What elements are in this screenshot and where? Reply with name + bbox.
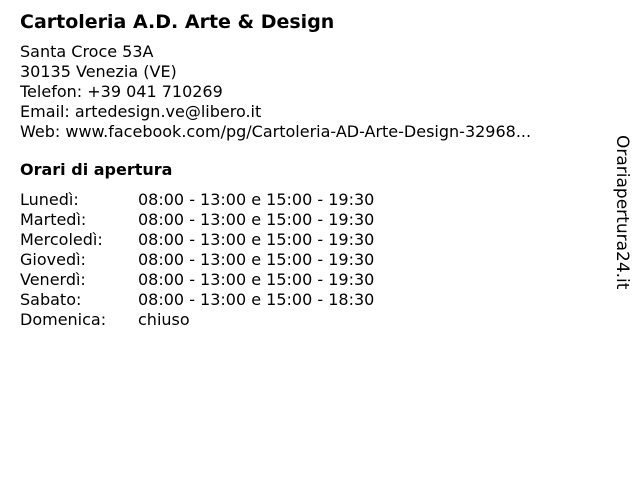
day-label: Sabato:	[20, 290, 82, 309]
time-value: 08:00 - 13:00 e 15:00 - 19:30	[138, 210, 375, 229]
hours-row-sunday	[20, 310, 600, 330]
brand-watermark: Orariaperturа24.it	[612, 135, 632, 290]
day-label: Domenica:	[20, 310, 107, 329]
hours-row-monday	[20, 190, 600, 210]
email-line[interactable]: Email: artedesign.ve@libero.it	[20, 102, 262, 121]
day-label: Martedì:	[20, 210, 87, 229]
shop-card	[20, 10, 600, 330]
shop-name: Cartoleria A.D. Arte & Design	[20, 11, 335, 33]
time-value: 08:00 - 13:00 e 15:00 - 19:30	[138, 270, 375, 289]
day-label: Mercoledì:	[20, 230, 103, 249]
hours-row-saturday	[20, 290, 600, 310]
hours-row-thursday	[20, 250, 600, 270]
time-value: chiuso	[138, 310, 190, 329]
phone-line[interactable]: Telefon: +39 041 710269	[20, 82, 223, 101]
hours-table	[20, 190, 600, 330]
web-line[interactable]: Web: www.facebook.com/pg/Cartoleria-AD-Arte-Design-32968...	[20, 122, 532, 141]
day-label: Lunedì:	[20, 190, 79, 209]
time-value: 08:00 - 13:00 e 15:00 - 19:30	[138, 250, 375, 269]
hours-row-friday	[20, 270, 600, 290]
day-label: Venerdì:	[20, 270, 86, 289]
hours-row-tuesday	[20, 210, 600, 230]
address-line: Santa Croce 53A	[20, 42, 154, 61]
time-value: 08:00 - 13:00 e 15:00 - 18:30	[138, 290, 375, 309]
day-label: Giovedì:	[20, 250, 86, 269]
time-value: 08:00 - 13:00 e 15:00 - 19:30	[138, 230, 375, 249]
time-value: 08:00 - 13:00 e 15:00 - 19:30	[138, 190, 375, 209]
city-line: 30135 Venezia (VE)	[20, 62, 177, 81]
contact-block	[20, 42, 600, 142]
hours-row-wednesday	[20, 230, 600, 250]
hours-title: Orari di apertura	[20, 160, 173, 179]
